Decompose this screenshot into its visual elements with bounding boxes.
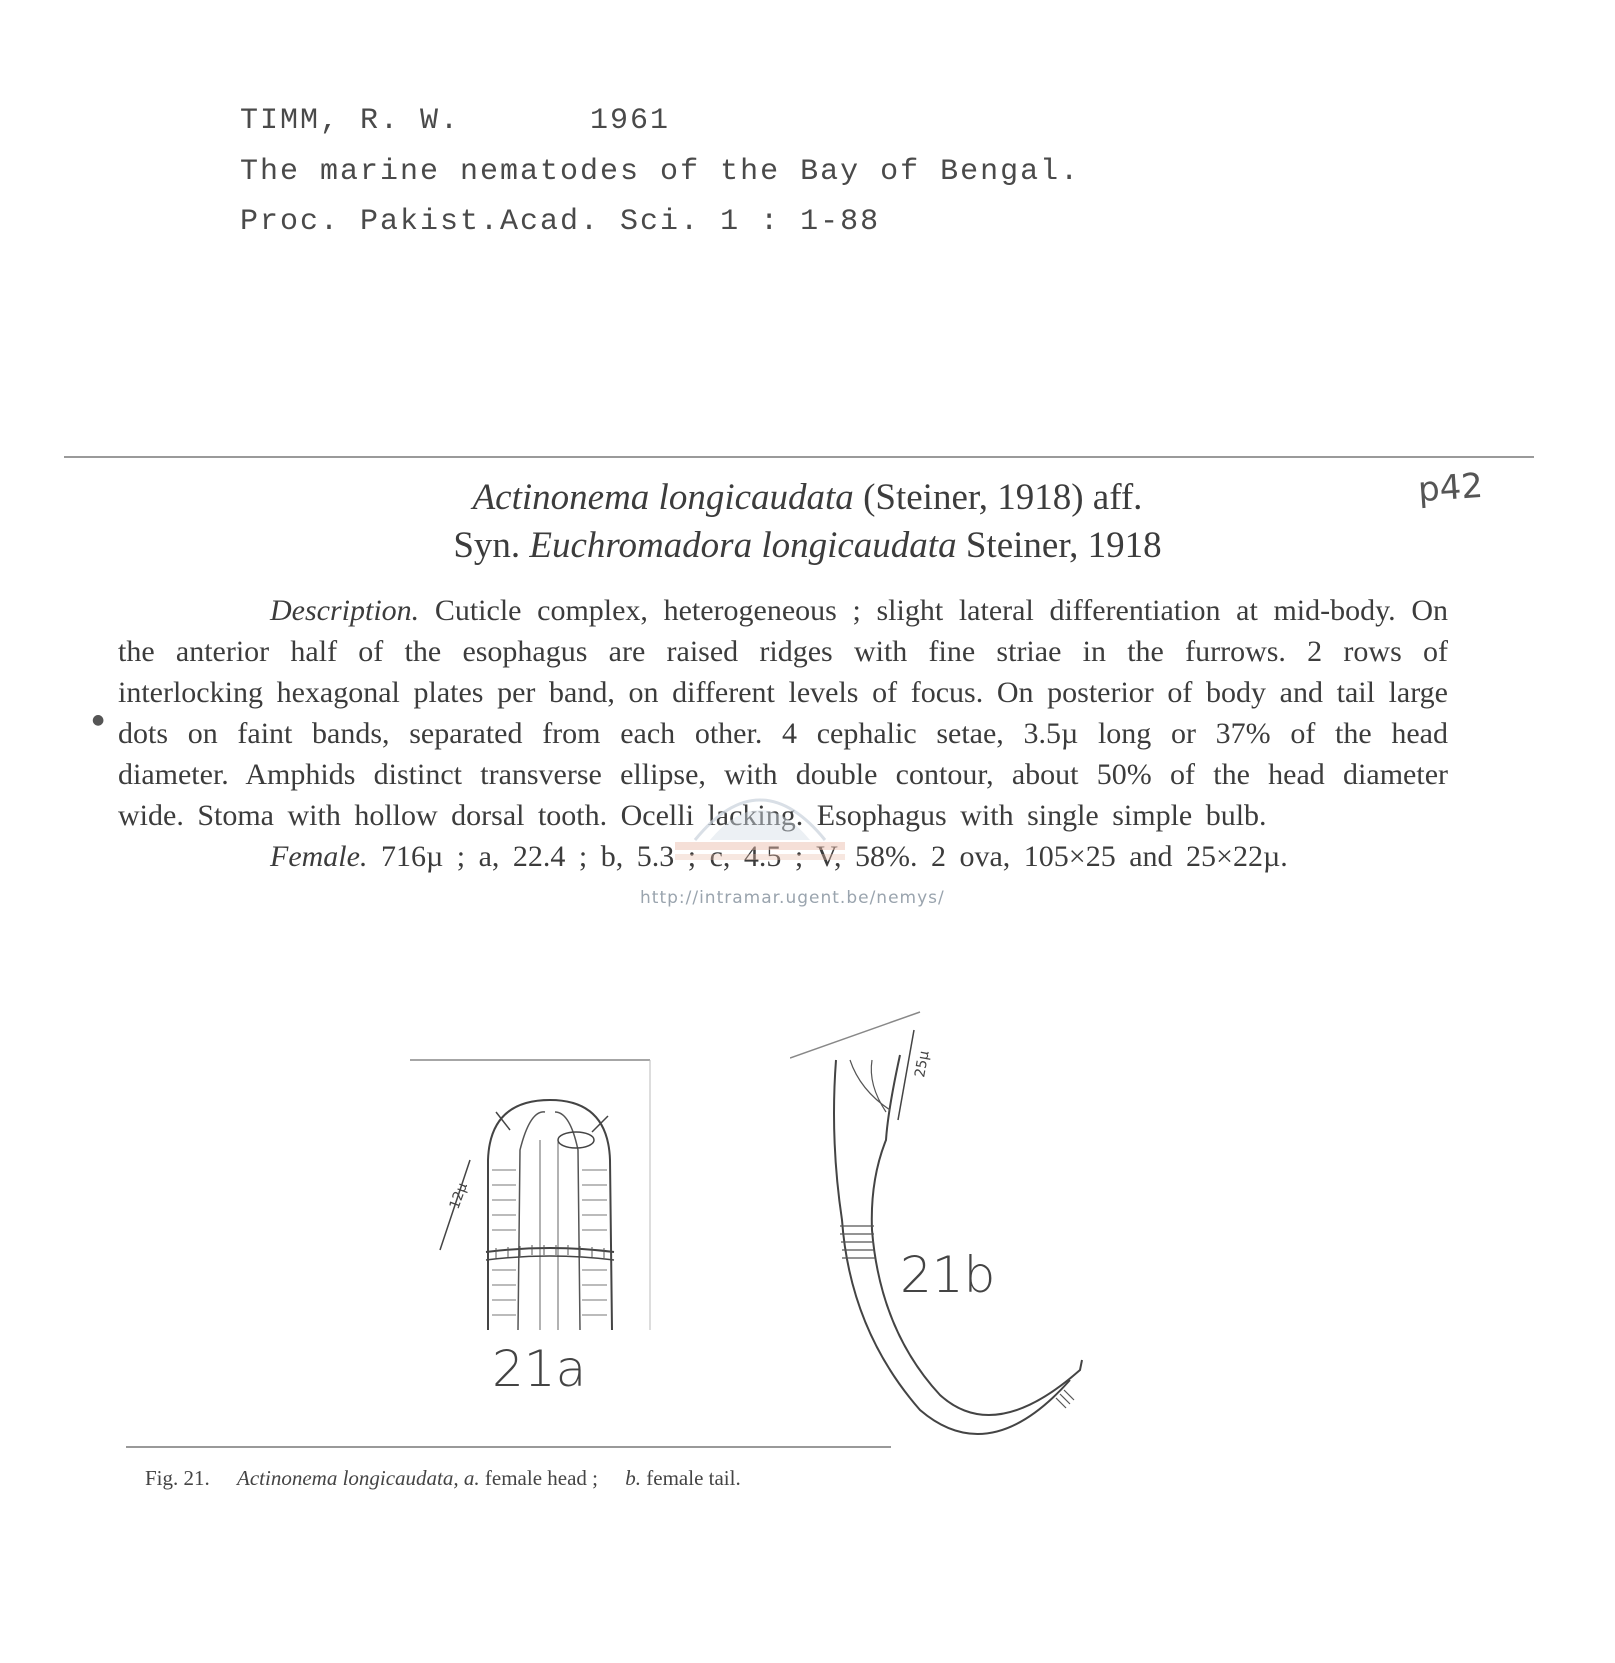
synonym-prefix: Syn. [453,525,521,566]
figure-caption [145,1466,741,1491]
synonym-heading [0,524,1615,567]
description-label: Description. [270,594,420,627]
caption-part-a: female head ; [484,1466,599,1490]
reference-author: TIMM, R. W. [240,104,461,138]
species-heading [0,476,1615,519]
figure-21a-scale-label: 12µ [446,1180,471,1212]
caption-rule [126,1446,891,1448]
separator-rule [64,456,1534,458]
synonym-name: Euchromadora longicaudata [529,525,957,566]
caption-prefix: Fig. 21. [145,1466,210,1490]
figure-21b-label: 21b [900,1246,996,1304]
figure-21a-head-drawing [400,1040,660,1340]
figure-21a-label: 21a [492,1340,587,1398]
watermark-logo-icon [675,770,845,880]
female-text: 716µ ; a, 22.4 ; b, 5.3 ; c, 4.5 ; V, 58%. 2 ova, 105×25 and 25×22µ. [380,840,1288,873]
female-label: Female. [270,840,368,873]
reference-title: The marine nematodes of the Bay of Bengal. [240,155,1081,189]
reference-year: 1961 [590,104,671,138]
description-text: Cuticle complex, heterogeneous ; slight lateral differentiation at mid-body. On the anterior half of the esophagus are raised ridges with fine striae in the furrows. 2 rows of interlocking hexagonal plates per band, on different levels of focus. On posterior of body and tail large dots on faint bands, separated from each other. 4 cephalic setae, 3.5µ long or 37% of the head diameter. Amphids distinct transverse ellipse, with double contour, about 50% of the head diameter wide. Stoma with hollow dorsal tooth. Ocelli lacking. Esophagus with single simple bulb. [118,594,1449,832]
figure-21b-scale-label: 25µ [912,1049,933,1079]
synonym-authority: Steiner, 1918 [965,525,1162,566]
caption-part-b-letter: b. [625,1466,642,1490]
figure-21b-tail-drawing [790,1000,1130,1470]
reference-journal: Proc. Pakist.Acad. Sci. 1 : 1-88 [240,205,881,239]
species-name: Actinonema longicaudata [472,477,854,518]
margin-dot: ● [92,712,105,728]
species-authority: (Steiner, 1918) aff. [863,477,1143,518]
caption-species: Actinonema longicaudata, [237,1466,459,1490]
watermark-url: http://intramar.ugent.be/nemys/ [640,888,945,908]
caption-part-b: female tail. [646,1466,741,1490]
caption-part-a-letter: a. [463,1466,480,1490]
page-mark: p42 [1416,465,1485,511]
